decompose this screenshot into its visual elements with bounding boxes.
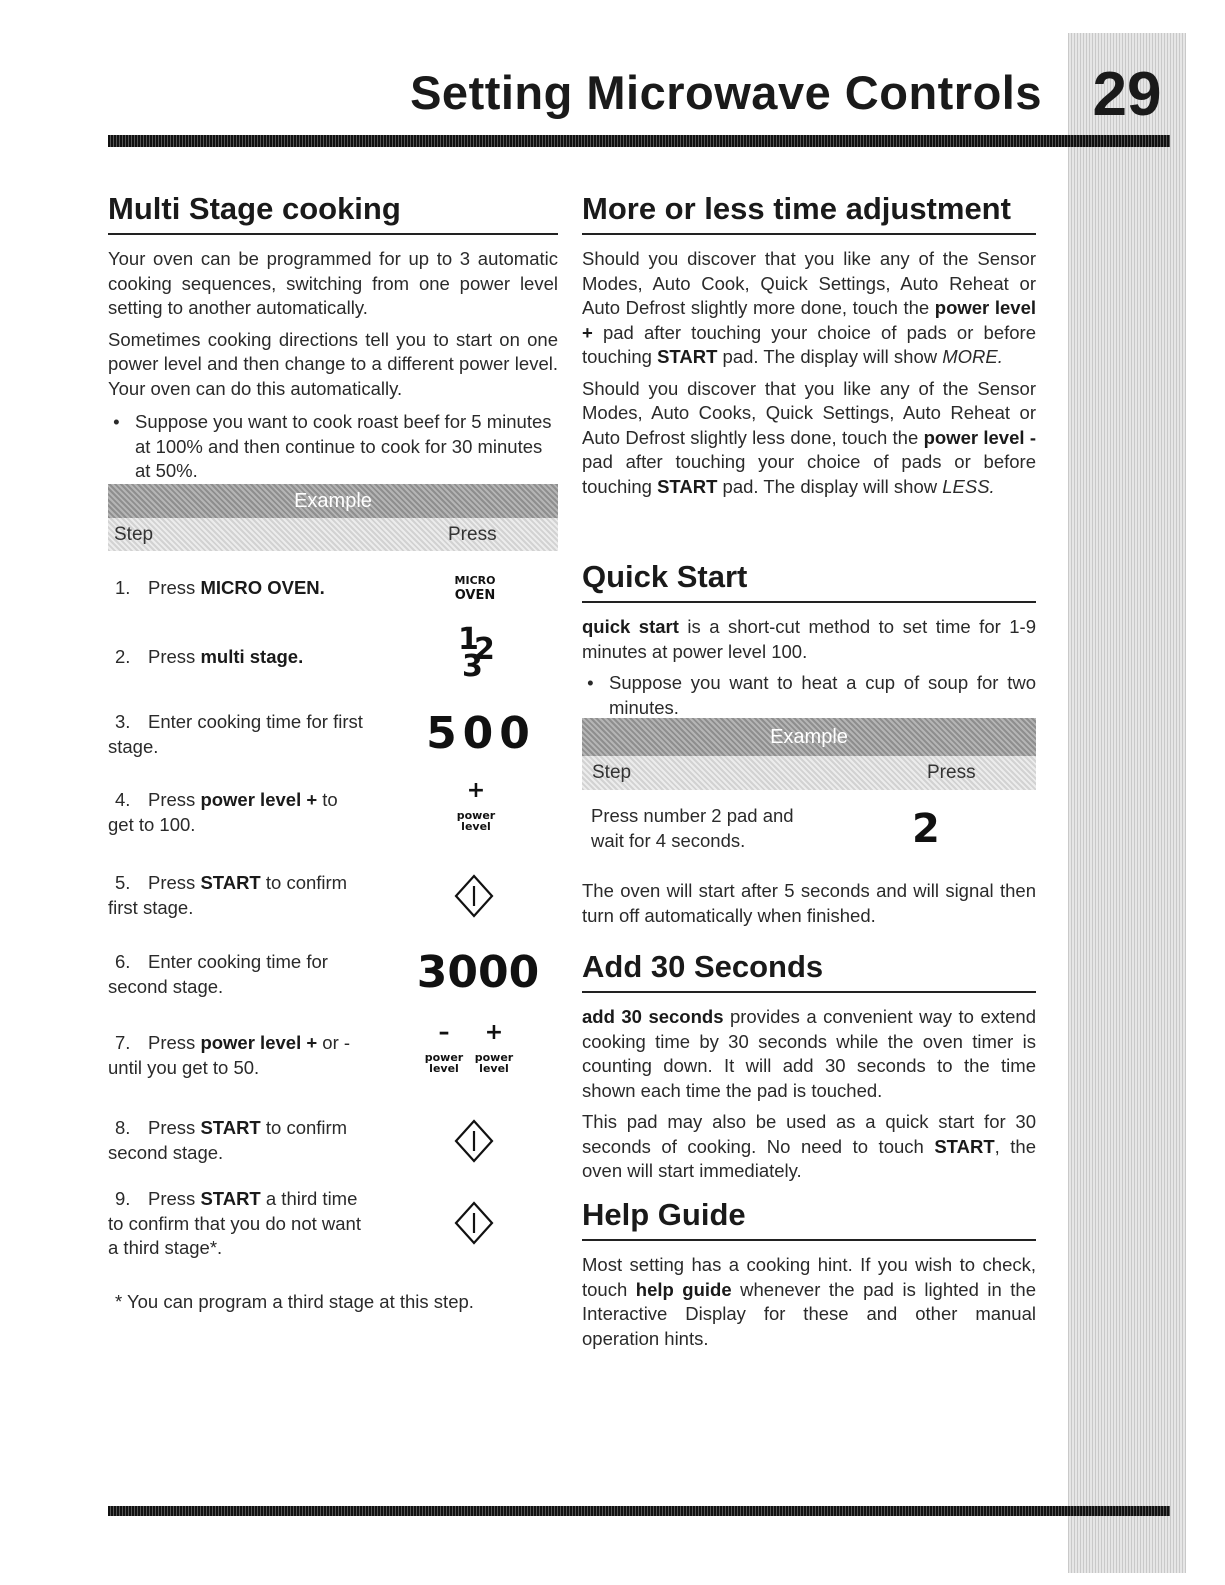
quick-start-heading: Quick Start — [582, 558, 1036, 603]
power-label: power — [474, 1051, 514, 1064]
step-4: 4. Press power level + to get to 100. — [108, 789, 338, 835]
start-icon — [454, 874, 494, 918]
multi-stage-digit-2: 2 — [474, 632, 495, 667]
multi-stage-description: Sometimes cooking directions tell you to start on one power level and then change to a different power level. Your oven can do this automatically. — [108, 328, 558, 399]
example-subheader — [582, 756, 1036, 790]
micro-label: MICRO — [454, 574, 496, 587]
quick-start-result-text: The oven will start after 5 seconds and will signal then turn off automatically when finished. — [582, 880, 1036, 926]
start-pad-1[interactable] — [454, 874, 494, 923]
number-2-pad[interactable]: 2 — [912, 806, 940, 852]
quick-start-section — [582, 558, 1036, 720]
start-icon — [454, 1119, 494, 1163]
plus-symbol: + — [484, 1020, 504, 1045]
multi-stage-heading: Multi Stage cooking — [108, 190, 558, 235]
power-level-minus-pad[interactable] — [420, 1022, 468, 1074]
help-guide-section — [582, 1196, 1036, 1351]
time-3000-display: 3000 — [416, 947, 540, 998]
footnote: * You can program a third stage at this step. — [115, 1291, 474, 1312]
example-header: Example — [582, 718, 1036, 756]
start-pad-2[interactable] — [454, 1119, 494, 1168]
micro-oven-pad[interactable] — [438, 573, 512, 603]
example-subheader — [108, 518, 558, 551]
help-guide-heading: Help Guide — [582, 1196, 1036, 1241]
less-paragraph: Should you discover that you like any of the Sensor Modes, Auto Cooks, Quick Settings, Auto Reheat or Auto Defrost slightly less done, touch the power level - pad after touching your choice of pads or before touching START pad. The display will show LESS. — [582, 377, 1036, 497]
press-column-label: Press — [448, 524, 497, 545]
bullet-text: Suppose you want to heat a cup of soup for two minutes. — [609, 672, 1036, 718]
step-2: 2. Press multi stage. — [115, 646, 304, 667]
minus-symbol: – — [438, 1020, 450, 1045]
step-1: 1. Press MICRO OVEN. — [115, 577, 325, 598]
plus-symbol: + — [466, 778, 486, 803]
top-divider — [108, 135, 1170, 147]
power-label: power — [424, 1051, 464, 1064]
multi-stage-example-table — [108, 484, 558, 551]
multi-stage-pad[interactable] — [448, 622, 508, 692]
add30-heading: Add 30 Seconds — [582, 948, 1036, 993]
step-6: 6. Enter cooking time for second stage. — [108, 951, 328, 997]
level-label: level — [429, 1062, 459, 1075]
page-number: 29 — [1092, 60, 1162, 129]
bullet-text: Suppose you want to cook roast beef for 5 minutes at 100% and then continue to cook for 30 minutes at 50%. — [135, 411, 552, 481]
quick-start-step-text: Press number 2 pad and wait for 4 seconds. — [591, 805, 794, 851]
step-8: 8. Press START to confirm second stage. — [108, 1117, 348, 1163]
quick-start-example-table — [582, 718, 1036, 852]
oven-label: OVEN — [454, 588, 496, 603]
level-label: level — [461, 820, 491, 833]
step-5: 5. Press START to confirm first stage. — [108, 872, 348, 918]
step-column-label: Step — [592, 762, 632, 783]
more-less-heading: More or less time adjustment — [582, 190, 1036, 235]
multi-stage-bullet: • Suppose you want to cook roast beef for 5 minutes at 100% and then continue to cook for 30 minutes at 50%. — [108, 410, 558, 484]
start-icon — [454, 1201, 494, 1245]
step-9: 9. Press START a third time to confirm that you do not want a third stage*. — [108, 1188, 361, 1258]
add30-paragraph-1: add 30 seconds provides a convenient way to extend cooking time by 30 seconds while the oven timer is counting down. It will add 30 seconds to the time shown each time the pad is touched. — [582, 1006, 1036, 1101]
help-guide-paragraph: Most setting has a cooking hint. If you wish to check, touch help guide whenever the pad is lighted in the Interactive Display for these and other manual operation hints. — [582, 1254, 1036, 1349]
multi-stage-steps — [108, 560, 558, 1320]
power-label: power — [456, 809, 496, 822]
side-tab-strip — [1068, 33, 1186, 1573]
bottom-divider — [108, 1506, 1170, 1516]
quick-start-intro: quick start is a short-cut method to set time for 1-9 minutes at power level 100. — [582, 616, 1036, 662]
time-500-display: 500 — [426, 708, 536, 759]
more-less-section — [582, 190, 1036, 499]
start-pad-3[interactable] — [454, 1201, 494, 1250]
multi-stage-intro: Your oven can be programmed for up to 3 automatic cooking sequences, switching from one power level setting to another automatically. — [108, 248, 558, 318]
page-title: Setting Microwave Controls — [410, 66, 1042, 119]
quick-start-result — [582, 879, 1036, 928]
multi-stage-digit-3: 3 — [462, 649, 483, 684]
level-label: level — [479, 1062, 509, 1075]
quick-start-bullet: • Suppose you want to heat a cup of soup for two minutes. — [582, 671, 1036, 720]
add30-paragraph-2: This pad may also be used as a quick start for 30 seconds of cooking. No need to touch START, the oven will start immediately. — [582, 1111, 1036, 1181]
multi-stage-section — [108, 190, 558, 484]
power-level-plus-pad[interactable] — [448, 780, 504, 832]
step-3: 3. Enter cooking time for first stage. — [108, 711, 363, 757]
more-paragraph: Should you discover that you like any of the Sensor Modes, Auto Cook, Quick Settings, Auto Reheat or Auto Defrost slightly more done, touch the power level + pad after touching your choice of pads or before touching START pad. The display will show MORE. — [582, 248, 1036, 367]
example-header: Example — [108, 484, 558, 518]
step-7: 7. Press power level + or - until you get to 50. — [108, 1032, 351, 1078]
multi-stage-digit-1: 1 — [458, 622, 479, 657]
power-level-plus-pad-2[interactable] — [470, 1022, 518, 1074]
press-column-label: Press — [927, 762, 976, 783]
add30-section — [582, 948, 1036, 1184]
step-column-label: Step — [114, 524, 154, 545]
